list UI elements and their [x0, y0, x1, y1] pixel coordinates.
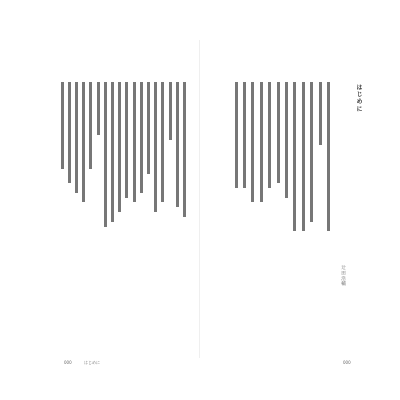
text-line-glyphs	[118, 82, 121, 212]
text-line-glyphs	[169, 82, 172, 140]
text-line-glyphs	[293, 82, 296, 231]
text-line-glyphs	[243, 82, 246, 188]
text-line	[319, 82, 322, 294]
text-line	[118, 82, 121, 294]
text-line	[277, 82, 280, 294]
author-name: 辻田浩輔	[340, 265, 346, 287]
text-line	[61, 82, 64, 294]
text-line	[176, 82, 179, 294]
text-line-glyphs	[133, 82, 136, 202]
text-line	[133, 82, 136, 294]
text-line	[89, 82, 92, 294]
text-line	[327, 82, 330, 294]
text-line-glyphs	[319, 82, 322, 145]
text-line-glyphs	[111, 82, 114, 222]
text-line	[169, 82, 172, 294]
text-line-glyphs	[140, 82, 143, 193]
text-line	[260, 82, 263, 294]
text-line	[302, 82, 305, 294]
page-number-right: 000	[343, 360, 351, 365]
text-line	[82, 82, 85, 294]
text-line-glyphs	[82, 82, 85, 202]
text-line	[154, 82, 157, 294]
text-line	[183, 82, 186, 294]
text-line-glyphs	[183, 82, 186, 217]
text-line-glyphs	[277, 82, 280, 183]
text-line-glyphs	[235, 82, 238, 188]
text-line	[243, 82, 246, 294]
text-line	[235, 82, 238, 294]
text-line	[111, 82, 114, 294]
text-line	[293, 82, 296, 294]
text-line-glyphs	[147, 82, 150, 174]
text-line	[161, 82, 164, 294]
text-line	[285, 82, 288, 294]
text-line-glyphs	[104, 82, 107, 227]
text-line	[310, 82, 313, 294]
text-line-glyphs	[251, 82, 254, 202]
text-line	[147, 82, 150, 294]
text-line-glyphs	[285, 82, 288, 198]
text-line-glyphs	[68, 82, 71, 183]
text-line-glyphs	[75, 82, 78, 193]
text-line	[125, 82, 128, 294]
text-line	[75, 82, 78, 294]
text-line-glyphs	[89, 82, 92, 169]
text-line-glyphs	[61, 82, 64, 169]
text-line-glyphs	[97, 82, 100, 135]
text-line-glyphs	[268, 82, 271, 188]
text-line-glyphs	[154, 82, 157, 212]
running-header: はじめに	[84, 360, 100, 365]
text-line-glyphs	[302, 82, 305, 231]
text-line-glyphs	[161, 82, 164, 202]
text-line	[68, 82, 71, 294]
text-line	[104, 82, 107, 294]
text-line-glyphs	[327, 82, 330, 231]
text-line-glyphs	[176, 82, 179, 207]
page-number-left: 000	[64, 360, 72, 365]
chapter-title: はじめに	[355, 84, 362, 113]
text-line-glyphs	[310, 82, 313, 222]
text-line-glyphs	[125, 82, 128, 198]
text-line	[97, 82, 100, 294]
gutter	[199, 40, 200, 358]
text-line	[140, 82, 143, 294]
text-line-glyphs	[260, 82, 263, 202]
text-line	[251, 82, 254, 294]
text-line	[268, 82, 271, 294]
